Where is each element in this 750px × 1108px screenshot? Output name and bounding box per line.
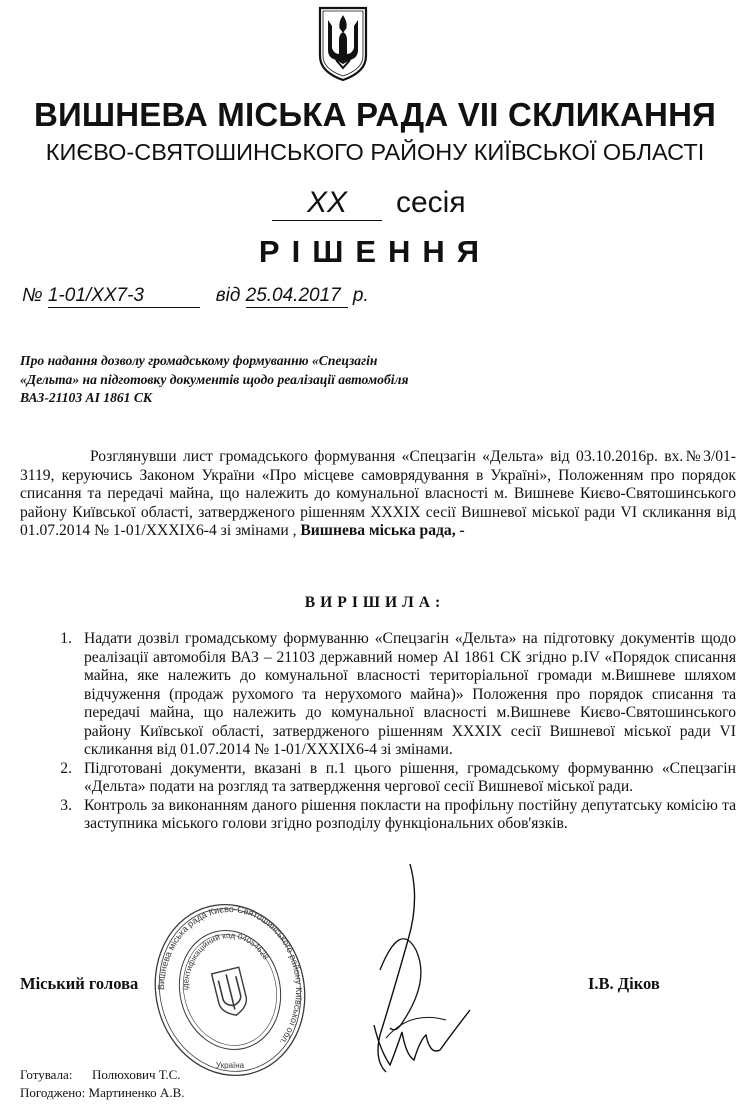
resolved-heading: ВИРІШИЛА: [304, 594, 446, 611]
document-title: РІШЕННЯ [258, 234, 492, 269]
date-suffix: р. [352, 285, 369, 306]
list-item [20, 797, 736, 834]
decision-subject: Про надання дозволу громадському формуванню «Спецзагін «Дельта» на підготовку документів щодо реалізації автомобіля ВАЗ-21103 АІ 1861 СК [20, 353, 409, 405]
resolution-items [20, 630, 736, 834]
agreed-label: Погоджено: [20, 1085, 86, 1100]
trident-emblem-icon [316, 6, 370, 82]
prepared-by-line [20, 1067, 181, 1083]
seal-country-text: Україна [215, 1061, 245, 1070]
agreed-by-line [20, 1085, 185, 1101]
list-item [20, 760, 736, 797]
preamble-bold: Вишнева міська рада, - [300, 522, 465, 539]
item-text: Контроль за виконанням даного рішення покласти на профільну постійну депутатську комісію та заступника міського голови згідно розподілу функціональних обов'язків. [84, 796, 736, 832]
item-number: 1. [60, 630, 72, 647]
official-seal-icon [150, 898, 310, 1083]
item-text: Надати дозвіл громадському формуванню «Спецзагін «Дельта» на підготовку документів щодо реалізації автомобіля ВАЗ – 21103 державний номер АІ 1861 СК згідно р.IV «Порядок списання майна, яке належить до комунальної власності територіальної громади м.Вишневе шляхом відчуження (продаж рухомого та нерухомого майна)» Положення про порядок списання та передачі майна, що належить до комунальної власності м.Вишневе Києво-Святошинського району Київської області, затвердженого рішенням ХХХІХ сесії Вишневої міської ради VI скликання від 01.07.2014 № 1-01/ХХХІХ6-4 зі змінами. [84, 630, 736, 758]
session-label: сесія [396, 186, 466, 219]
decision-date: 25.04.2017 [246, 285, 348, 308]
item-text: Підготовані документи, вказані в п.1 цього рішення, громадському формуванню «Спецзагін «Дельта» подати на розгляд та затвердження чергової сесії Вишневої міської ради. [84, 759, 736, 795]
agreed-name: Мартиненко А.В. [88, 1085, 185, 1100]
item-number: 2. [60, 759, 72, 777]
prepared-label: Готувала: [20, 1067, 73, 1082]
seal-outer-text: Вишнева міська рада Києво-Святошинського району Київської обл. [155, 903, 305, 1047]
item-number: 3. [60, 796, 72, 814]
district-subtitle: КИЄВО-СВЯТОШИНСЬКОГО РАЙОНУ КИЇВСЬКОЇ ОБЛАСТІ [45, 139, 705, 165]
svg-text:ідентифікаційний код 04054628 [181, 931, 271, 990]
number-prefix: № [22, 285, 43, 306]
decision-number-line [22, 285, 369, 308]
decision-number: 1-01/XX7-3 [48, 285, 200, 308]
handwritten-signature-icon [350, 860, 480, 1090]
seal-inner-text: ідентифікаційний код 04054628 [180, 930, 271, 991]
preamble-paragraph [20, 448, 736, 541]
session-line [272, 186, 466, 221]
list-item [20, 630, 736, 760]
session-number: XX [272, 186, 382, 221]
date-prefix: від [215, 285, 241, 306]
preamble-text: Розглянувши лист громадського формування «Спецзагін «Дельта» від 03.10.2016р. вх.№3/01-3119, керуючись Законом України «Про місцеве самоврядування в Україні», Положенням про порядок списання та передачі майна, що належить до комунальної власності м. Вишневе Києво-Святошинського району Київської області, затвердженого рішенням ХХХІХ сесії Вишневої міської ради VI скликання від 01.07.2014 № 1-01/ХХХІХ6-4 зі змінами , [20, 448, 736, 539]
mayor-title: Міський голова [20, 974, 139, 993]
prepared-name: Полюхович Т.С. [91, 1067, 181, 1082]
council-title: ВИШНЕВА МІСЬКА РАДА VII СКЛИКАННЯ [33, 96, 717, 133]
signer-name: І.В. Діков [588, 974, 660, 993]
